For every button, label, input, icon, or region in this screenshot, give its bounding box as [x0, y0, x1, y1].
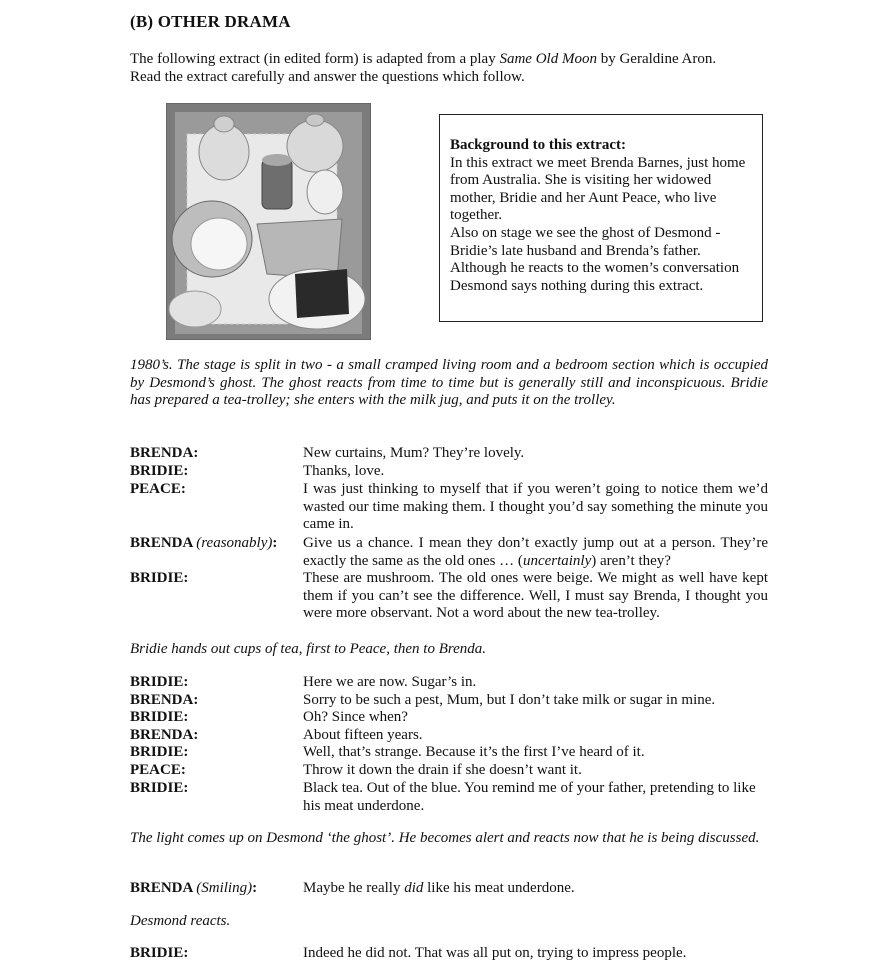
dialogue: Oh? Since when? — [303, 709, 408, 725]
stage-direction-inline: (Smiling) — [196, 880, 253, 896]
script-line — [130, 674, 770, 692]
dialogue: Black tea. Out of the blue. You remind me of your father, pretending to like his meat underdone. — [303, 780, 756, 814]
dialogue: Here we are now. Sugar’s in. — [303, 674, 477, 690]
script-line — [130, 535, 770, 571]
stage-direction-opening: 1980’s. The stage is split in two - a small cramped living room and a bedroom section which is occupied by Desmond’s ghost. The ghost reacts from time to time but is generally still and inconspicuous. Bridie has prepared a tea-trolley; she enters with the milk jug, and puts it on the trolley. — [130, 357, 768, 408]
stage-direction-cups: Bridie hands out cups of tea, first to Peace, then to Brenda. — [130, 641, 487, 657]
dialogue: Well, that’s strange. Because it’s the first I’ve heard of it. — [303, 744, 645, 760]
play-title: Same Old Moon — [499, 51, 597, 67]
background-title: Background to this extract: — [450, 137, 626, 153]
speaker: BRENDA (Smiling): — [130, 880, 258, 896]
stage-direction-light: The light comes up on Desmond ‘the ghost’. He becomes alert and reacts now that he is being discussed. — [130, 830, 760, 846]
intro-line-2: Read the extract carefully and answer the questions which follow. — [130, 69, 525, 85]
script-line — [130, 692, 770, 710]
script-line — [130, 780, 770, 816]
background-line: In this extract we meet Brenda Barnes, just home — [450, 154, 746, 171]
speaker: BRENDA: — [130, 727, 199, 743]
intro-line-1: The following extract (in edited form) is adapted from a play Same Old Moon by Geraldine Aron. — [130, 51, 717, 67]
script-line — [130, 463, 770, 481]
script-line — [130, 744, 770, 762]
speaker: BRENDA: — [130, 445, 199, 461]
script-line — [130, 481, 770, 535]
speaker: BRENDA (reasonably): — [130, 535, 278, 551]
script-line — [130, 445, 770, 463]
dialogue: Sorry to be such a pest, Mum, but I don’t take milk or sugar in mine. — [303, 692, 716, 708]
background-line: mother, Bridie and her Aunt Peace, who live — [450, 189, 717, 206]
dialogue: Throw it down the drain if she doesn’t want it. — [303, 762, 582, 778]
script-line — [130, 945, 770, 963]
background-box — [439, 114, 763, 322]
dialogue: Maybe he really did like his meat underdone. — [303, 880, 575, 896]
speaker: BRIDIE: — [130, 780, 189, 796]
background-line: Also on stage we see the ghost of Desmond - — [450, 224, 721, 241]
speaker: BRENDA: — [130, 692, 199, 708]
background-line: Bridie’s late husband and Brenda’s father. — [450, 242, 701, 259]
speaker: BRIDIE: — [130, 570, 189, 586]
script-line — [130, 709, 770, 727]
speaker: BRIDIE: — [130, 945, 189, 961]
speaker: BRIDIE: — [130, 463, 189, 479]
background-line: from Australia. She is visiting her widowed — [450, 172, 712, 189]
section-heading: (B) OTHER DRAMA — [130, 12, 291, 31]
dialogue: These are mushroom. The old ones were beige. We might as well have kept them if you can’t see the difference. Well, I must say Brenda, I thought you were more observant. Not a word about the new tea-trolley. — [303, 570, 768, 621]
stage-direction-reacts: Desmond reacts. — [130, 913, 231, 929]
background-line: together. — [450, 207, 503, 224]
speaker: BRIDIE: — [130, 744, 189, 760]
dialogue: Indeed he did not. That was all put on, trying to impress people. — [303, 945, 687, 961]
tea-trolley-photo — [166, 103, 371, 340]
script-line — [130, 570, 770, 624]
dialogue: About fifteen years. — [303, 727, 423, 743]
dialogue: Thanks, love. — [303, 463, 385, 479]
dialogue: New curtains, Mum? They’re lovely. — [303, 445, 525, 461]
dialogue: Give us a chance. I mean they don’t exactly jump out at a person. They’re exactly the same as the old ones … (uncertainly) aren’t they? — [303, 535, 768, 569]
script-line — [130, 762, 770, 780]
dialogue: I was just thinking to myself that if you weren’t going to notice them we’d wasted our time making them. I thought you’d say something the minute you came in. — [303, 481, 768, 532]
speaker: BRIDIE: — [130, 709, 189, 725]
script-line — [130, 727, 770, 745]
speaker: BRIDIE: — [130, 674, 189, 690]
script-line — [130, 880, 770, 898]
speaker: PEACE: — [130, 481, 186, 497]
background-line: Desmond says nothing during this extract. — [450, 277, 704, 294]
stage-direction-inline: (reasonably) — [196, 535, 273, 551]
speaker: PEACE: — [130, 762, 186, 778]
background-line: Although he reacts to the women’s conversation — [450, 260, 740, 277]
